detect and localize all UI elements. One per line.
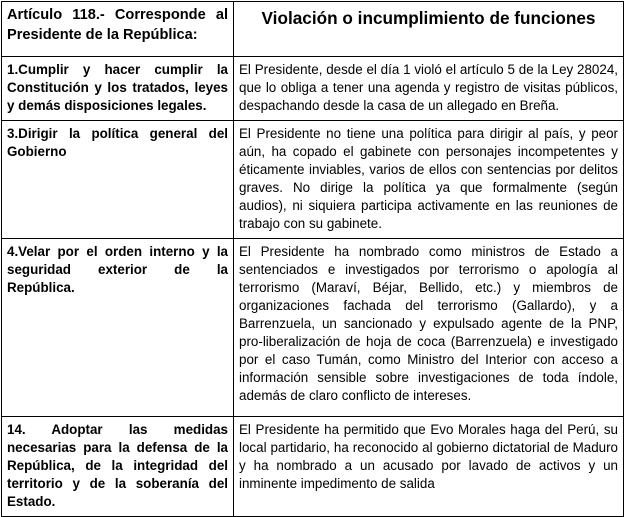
article-cell: 1.Cumplir y hacer cumplir la Constitución y los tratados, leyes y demás disposiciones legales. xyxy=(2,57,234,121)
functions-table xyxy=(1,1,624,517)
table-row xyxy=(2,239,624,417)
table-row xyxy=(2,121,624,239)
violation-cell: El Presidente ha nombrado como ministros de Estado a sentenciados e investigados por terrorismo o apología al terrorismo (Maraví, Béjar, Bellido, etc.) y miembros de organizaciones fachada del terrorismo (Gallardo), y a Barrenzuela, un sancionado y expulsado agente de la PNP, pro-liberalización de hoja de coca (Barrenzuela) e investigado por el caso Tumán, como Ministro del Interior con acceso a información sensible sobre investigaciones de toda índole, además de claro conflicto de intereses. xyxy=(234,239,624,417)
article-cell: 14. Adoptar las medidas necesarias para la defensa de la República, de la integridad del territorio y de la soberanía del Estado. xyxy=(2,417,234,517)
article-cell: 3.Dirigir la política general del Gobierno xyxy=(2,121,234,239)
violation-cell: El Presidente ha permitido que Evo Morales haga del Perú, su local partidario, ha reconocido al gobierno dictatorial de Maduro y ha nombrado a un acusado por lavado de activos y un inminente impedimento de salida xyxy=(234,417,624,517)
table-row xyxy=(2,57,624,121)
article-cell: 4.Velar por el orden interno y la seguridad exterior de la República. xyxy=(2,239,234,417)
header-article: Artículo 118.- Corresponde al Presidente de la República: xyxy=(2,2,234,57)
table-header-row xyxy=(2,2,624,57)
violation-cell: El Presidente, desde el día 1 violó el artículo 5 de la Ley 28024, que lo obliga a tener una agenda y registro de visitas públicos, despachando desde la casa de un allegado en Breña. xyxy=(234,57,624,121)
table-row xyxy=(2,417,624,517)
header-violation: Violación o incumplimiento de funciones xyxy=(234,2,624,57)
violation-cell: El Presidente no tiene una política para dirigir al país, y peor aún, ha copado el gabinete con personajes incompetentes y éticamente inviables, varios de ellos con sentencias por delitos graves. No dirige la política ya que formalmente (según audios), ni siquiera participa activamente en las reuniones de trabajo con su gabinete. xyxy=(234,121,624,239)
